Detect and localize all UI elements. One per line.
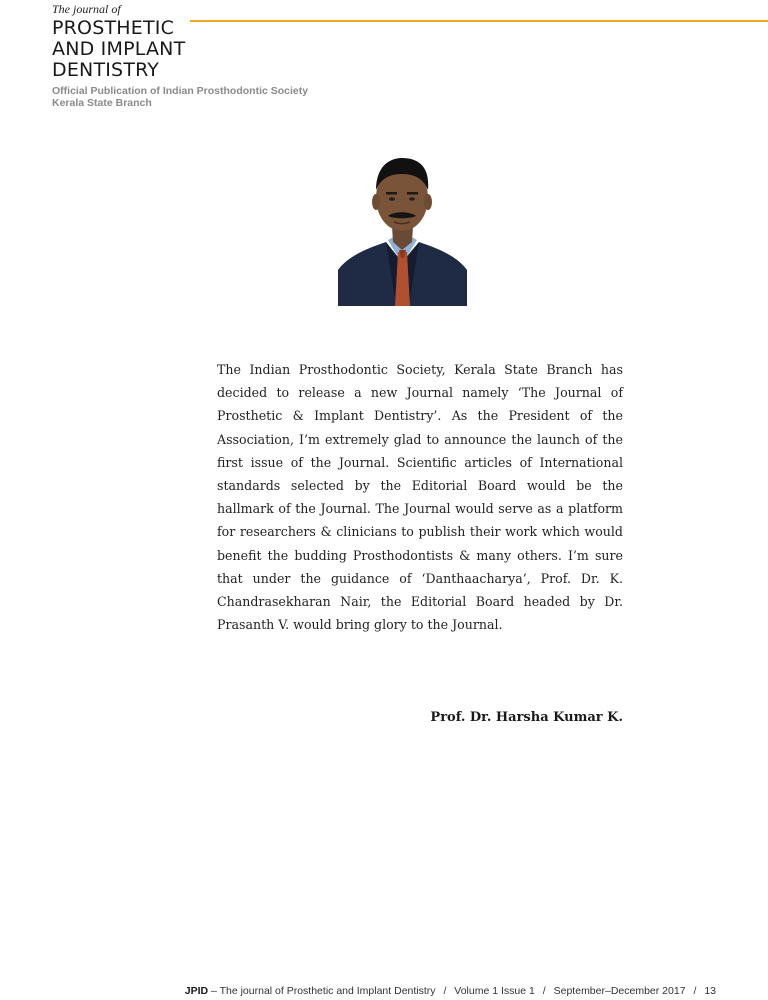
footer-volume: Volume 1 Issue 1 <box>454 985 535 997</box>
header-rule <box>190 20 768 22</box>
journal-title-line-3: DENTISTRY <box>52 59 160 81</box>
official-publication-note <box>52 85 352 109</box>
footer-dash: – <box>211 985 217 997</box>
footer-date: September–December 2017 <box>553 985 686 997</box>
author-portrait <box>338 152 467 306</box>
journal-of-label: The journal of <box>52 2 121 16</box>
footer-journal-name: The journal of Prosthetic and Implant Dentistry <box>219 985 436 997</box>
author-signature: Prof. Dr. Harsha Kumar K. <box>430 710 623 725</box>
official-line-1: Official Publication of Indian Prosthodontic Society <box>52 85 309 97</box>
journal-title-line-2: AND IMPLANT <box>52 38 186 60</box>
presidential-message: The Indian Prosthodontic Society, Kerala State Branch has decided to release a new Journal namely ‘The Journal of Prosthetic & Implant Dentistry’. As the President of the Association, I’m extremely glad to announce the launch of the first issue of the Journal. Scientific articles of International standards selected by the Editorial Board would be the hallmark of the Journal. The Journal would serve as a platform for researchers & clinicians to publish their work which would benefit the budding Prosthodontists & many others. I’m sure that under the guidance of ‘Danthaacharya’, Prof. Dr. K. Chandrasekharan Nair, the Editorial Board headed by Dr. Prasanth V. would bring glory to the Journal. <box>217 362 623 633</box>
footer-separator-2: / <box>542 985 546 997</box>
footer-separator-3: / <box>693 985 697 997</box>
journal-title <box>52 18 352 81</box>
footer-separator-1: / <box>443 985 447 997</box>
official-line-2: Kerala State Branch <box>52 97 152 109</box>
journal-masthead <box>52 3 352 109</box>
footer-journal-abbr: JPID <box>184 985 209 997</box>
footer-page-number: 13 <box>704 985 716 997</box>
journal-title-line-1: PROSTHETIC <box>52 17 175 39</box>
page-footer <box>185 985 716 997</box>
portrait-photo-icon <box>338 152 467 306</box>
